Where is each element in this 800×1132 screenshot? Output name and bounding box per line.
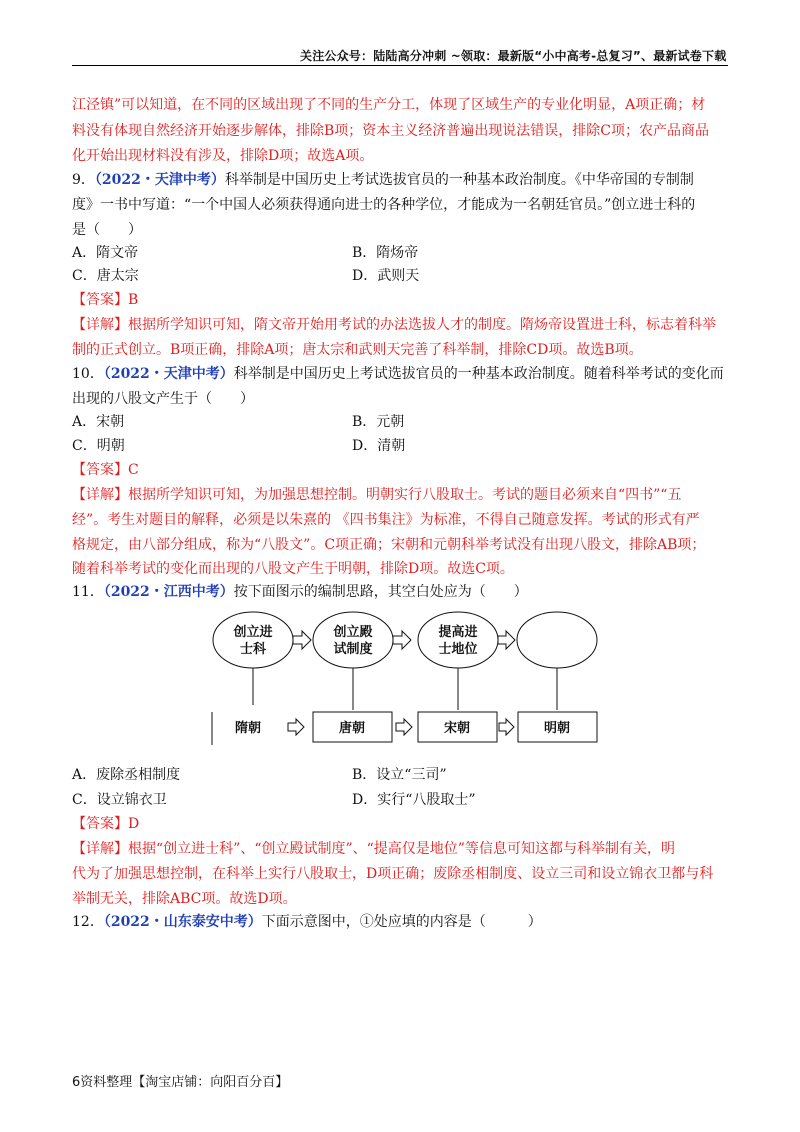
- q11-number: 11．: [72, 584, 104, 600]
- q9-option-c: C．唐太宗: [72, 268, 139, 284]
- q9-answer: 【答案】B: [72, 292, 139, 308]
- q12-stem-line-1: [72, 912, 542, 932]
- intro-line-3: 化开始出现材料没有涉及，排除D项；故选A项。: [72, 148, 374, 164]
- q9-option-b: B．隋炀帝: [352, 245, 419, 261]
- q11-stem-line-1: [72, 582, 528, 602]
- q10-detail-4: 随着科举考试的变化而出现的八股文产生于明朝，排除D项。故选C项。: [72, 561, 514, 577]
- q9-stem-line-3: 是（ ）: [72, 222, 142, 238]
- q12-source: （2022・山东泰安中考）: [103, 914, 262, 930]
- q11-detail-1: 【详解】根据“创立进士科”、“创立殿试制度”、“提高仅是地位”等信息可知这都与科举制有关，明: [72, 841, 675, 857]
- oval-arrows: [293, 631, 515, 649]
- q10-option-a: A．宋朝: [72, 414, 125, 430]
- box-label-song: 宋朝: [443, 721, 471, 736]
- box-arrow-2: [396, 719, 412, 735]
- box-arrow-3: [499, 719, 514, 735]
- oval-3: [418, 612, 498, 668]
- q10-stem-line-2: 出现的八股文产生于（ ）: [72, 391, 254, 407]
- header-rule: [72, 65, 728, 66]
- q11-option-c: C．设立锦衣卫: [72, 792, 167, 808]
- q11-answer: 【答案】D: [72, 816, 140, 832]
- q11-option-d: D．实行“八股取士”: [352, 792, 476, 808]
- q10-option-c: C．明朝: [72, 438, 125, 454]
- q10-detail-2: 经”。考生对题目的解释，必须是以朱熹的 《四书集注》为标准，不得自己随意发挥。考试的形式有严: [72, 512, 700, 528]
- oval-3-line-2: 士地位: [438, 642, 478, 657]
- q10-number: 10．: [72, 366, 104, 382]
- page-footer: 6资料整理【淘宝店铺：向阳百分百】: [72, 1075, 289, 1090]
- q11-detail-2: 代为了加强思想控制，在科举上实行八股取士，D项正确；废除丞相制度、设立三司和设立锦衣卫都与科: [72, 866, 714, 882]
- q10-answer: 【答案】C: [72, 462, 139, 478]
- q11-source: （2022・江西中考）: [103, 584, 234, 600]
- oval-arrow-2: [393, 631, 411, 649]
- page-header: 关注公众号：陆陆高分冲刺 ~领取：最新版“小中高考-总复习”、最新试卷下载: [300, 49, 727, 63]
- oval-2-line-1: 创立殿: [333, 625, 373, 640]
- q10-source: （2022・天津中考）: [103, 366, 234, 382]
- box-arrow-1: [288, 719, 304, 735]
- q10-option-b: B．元朝: [352, 414, 405, 430]
- q10-option-d: D．清朝: [352, 438, 406, 454]
- q9-stem-line-2: 度》一书中写道：“一个中国人必须获得通向进士的各种学位，才能成为一名朝廷官员。”创立进士科的: [72, 197, 696, 213]
- box-label-tang: 唐朝: [338, 721, 366, 736]
- q11-detail-3: 举制无关，排除ABC项。故选D项。: [72, 891, 297, 907]
- q11-text-1: 按下面图示的编制思路，其空白处应为（ ）: [233, 584, 528, 600]
- q9-option-a: A．隋文帝: [72, 245, 139, 261]
- intro-line-1: 江泾镇”可以知道，在不同的区域出现了不同的生产分工，体现了区域生产的专业化明显，A项正确；材: [72, 97, 706, 113]
- q12-number: 12．: [72, 914, 104, 930]
- oval-1: [213, 612, 293, 668]
- oval-4-blank: [517, 612, 597, 668]
- oval-2: [313, 612, 393, 668]
- q9-option-d: D．武则天: [352, 268, 420, 284]
- intro-line-2: 料没有体现自然经济开始逐步解体，排除B项；资本主义经济普遍出现说法错误，排除C项；农产品商品: [72, 123, 709, 139]
- q9-stem-line-1: [72, 170, 694, 190]
- oval-2-line-2: 试制度: [333, 642, 373, 657]
- oval-arrow-1: [293, 631, 311, 649]
- q12-text-1: 下面示意图中，①处应填的内容是（ ）: [261, 914, 542, 930]
- q11-diagram: [200, 600, 620, 760]
- q9-detail-1: 【详解】根据所学知识可知，隋文帝开始用考试的办法选拔人才的制度。隋炀帝设置进士科，标志着科举: [72, 317, 716, 333]
- connector-lines: [212, 668, 557, 745]
- q10-text-1: 科举制是中国历史上考试选拔官员的一种基本政治制度。随着科举考试的变化而: [233, 366, 724, 382]
- oval-1-line-2: 士科: [239, 642, 267, 657]
- q9-source: （2022・天津中考）: [94, 172, 225, 188]
- oval-1-line-1: 创立进: [233, 625, 273, 640]
- q9-detail-2: 制的正式创立。B项正确，排除A项；唐太宗和武则天完善了科举制，排除CD项。故选B项。: [72, 342, 643, 358]
- q9-number: 9．: [72, 172, 95, 188]
- oval-3-line-1: 提高进: [438, 625, 478, 640]
- box-label-ming: 明朝: [543, 721, 571, 736]
- box-arrows: [288, 719, 514, 735]
- q9-text-1: 科举制是中国历史上考试选拔官员的一种基本政治制度。《中华帝国的专制制: [224, 172, 694, 188]
- q10-stem-line-1: [72, 364, 724, 384]
- oval-arrow-3: [498, 631, 515, 649]
- q11-option-a: A．废除丞相制度: [72, 767, 181, 783]
- q10-detail-1: 【详解】根据所学知识可知，为加强思想控制。明朝实行八股取士。考试的题目必须来自“四书”“五: [72, 487, 682, 503]
- q11-option-b: B．设立“三司”: [352, 767, 447, 783]
- box-label-sui: 隋朝: [234, 721, 262, 736]
- q10-detail-3: 格规定，由八部分组成，称为“八股文”。C项正确；宋朝和元朝科举考试没有出现八股文，排除AB项；: [72, 537, 706, 553]
